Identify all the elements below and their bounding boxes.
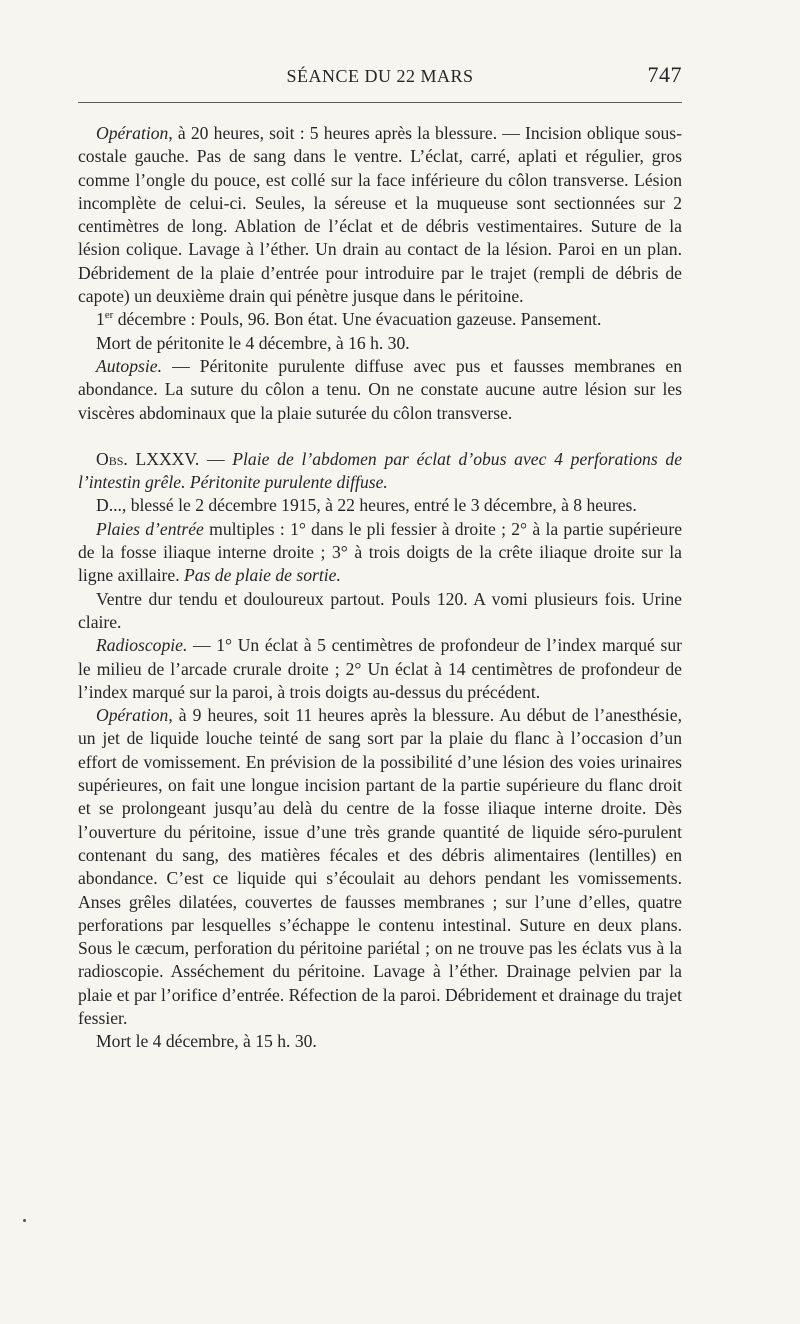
text-run: Plaies d’entrée (96, 518, 204, 539)
text-run: — (199, 448, 233, 469)
text-run: , à 9 heures, soit 11 heures après la blessure. Au début de l’anesthésie, un jet de liquide louche teinté de sang sort par la plaie du flanc à l’occasion d’un effort de vomissement. En prévision de la possibilité d’une lésion des voies urinaires supérieures, on fait une longue incision partant de la partie supérieure du flanc droit et se prolongeant jusqu’au delà du centre de la fosse iliaque interne droite. Dès l’ouverture du péritoine, issue d’une très grande quantité de liquide séro-purulent contenant du sang, des matières fécales et des débris alimentaires (lentilles) en abondance. C’est ce liquide qui s’écoulait au dehors pendant les vomissements. Anses grêles dilatées, couvertes de fausses membranes ; sur l’une d’elles, quatre perforations par lesquelles s’échappe le contenu intestinal. Suture en deux plans. Sous le cæcum, perforation du péritoine pariétal ; on ne trouve pas les éclats vus à la radioscopie. Asséchement du péritoine. Lavage à l’éther. Drainage pelvien par la plaie et par l’orifice d’entrée. Réfection de la paroi. Débridement et drainage du trajet fessier. (78, 705, 682, 1028)
text-run: Ventre dur tendu et douloureux partout. Pouls 120. A vomi plusieurs fois. Urine claire. (78, 588, 682, 632)
text-run: D..., blessé le 2 décembre 1915, à 22 heures, entré le 3 décembre, à 8 heures. (96, 495, 637, 516)
text-run: décembre : Pouls, 96. Bon état. Une évacuation gazeuse. Pansement. (113, 309, 602, 330)
paragraph-p4 (78, 355, 682, 425)
margin-mark (23, 1219, 26, 1222)
paragraph-p7 (78, 518, 682, 588)
paragraph-p3 (78, 332, 682, 355)
text-run: Autopsie. (96, 355, 162, 376)
paragraph-p6 (78, 494, 682, 517)
text-run: — Péritonite purulente diffuse avec pus et fausses membranes en abondance. La suture du côlon a tenu. On ne constate aucune autre lésion sur les viscères abdominaux que la plaie suturée du côlon transverse. (78, 355, 682, 423)
text-run: er (104, 309, 114, 322)
text-run: Radioscopie. (96, 635, 188, 656)
text-run: , à 20 heures, soit : 5 heures après la blessure. — Incision oblique sous-costale gauche. Pas de sang dans le ventre. L’éclat, carré, aplati et régulier, gros comme l’ongle du pouce, est collé sur la face inférieure du côlon transverse. Lésion incomplète de celui-ci. Seules, la séreuse et la muqueuse sont sectionnées sur 2 centimètres de long. Ablation de l’éclat et de débris vestimentaires. Suture de la lésion colique. Lavage à l’éther. Un drain au contact de la lésion. Paroi en un plan. Débridement de la plaie d’entrée pour introduire par le trajet (rempli de débris de capote) un deuxième drain qui pénètre jusque dans le péritoine. (78, 123, 682, 307)
text-run: Obs. LXXXV. (96, 448, 200, 469)
text-run: Mort de péritonite le 4 décembre, à 16 h. 30. (96, 332, 410, 353)
paragraph-p2 (78, 308, 682, 331)
text-run: Plaie de l’abdomen par éclat d’obus avec 4 perforations de l’intestin grêle. Péritonite purulente diffuse. (78, 448, 682, 493)
paragraph-p11 (78, 1030, 682, 1053)
text-run: Pas de plaie de sortie. (184, 565, 341, 586)
page-number: 747 (647, 62, 682, 87)
paragraph-p5 (78, 448, 682, 495)
text-run: Opération (96, 123, 169, 143)
paragraph-p10 (78, 704, 682, 1030)
paragraph-p8 (78, 588, 682, 635)
running-header (78, 62, 682, 92)
header-rule (78, 102, 682, 103)
body-text (78, 122, 682, 1054)
text-run: Opération (96, 705, 169, 726)
paragraph-p1 (78, 122, 682, 308)
text-run: 1 (96, 309, 105, 330)
paragraph-p9 (78, 634, 682, 704)
text-run: multiples : 1° dans le pli fessier à droite ; 2° à la partie supérieure de la fosse iliaque interne droite ; 3° à trois doigts de la crête iliaque droite sur la ligne axillaire. (78, 518, 682, 586)
text-run: Mort le 4 décembre, à 15 h. 30. (96, 1031, 317, 1052)
header-title: SÉANCE DU 22 MARS (286, 66, 474, 86)
text-run: — 1° Un éclat à 5 centimètres de profondeur de l’index marqué sur le milieu de l’arcade crurale droite ; 2° Un éclat à 14 centimètres de profondeur de l’index marqué sur la paroi, à trois doigts au-dessus du précédent. (78, 635, 682, 702)
